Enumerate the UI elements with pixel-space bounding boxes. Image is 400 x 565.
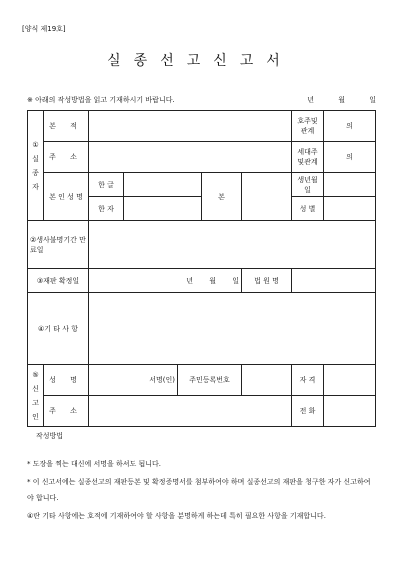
judgment-date-field[interactable]: 년 월 일 [89, 269, 242, 293]
sex-label: 성 별 [292, 197, 324, 221]
reporter-qualification-label: 자 격 [292, 365, 324, 396]
birth-date-label: 생년월일 [292, 173, 324, 197]
other-items-label: ④기 타 사 항 [28, 293, 89, 365]
reporter-rrn-field[interactable] [242, 365, 292, 396]
hanja-name-field[interactable] [124, 197, 202, 221]
domicile-label: 본 적 [44, 111, 89, 142]
reporter-qualification-field[interactable] [324, 365, 376, 396]
birth-date-field[interactable] [324, 173, 376, 197]
page-title: 실종선고신고서 [107, 53, 293, 69]
report-date-field[interactable]: 년 월 일 [307, 96, 376, 104]
reporter-group-label: ⑤신고인 [28, 365, 44, 427]
reporter-name-label: 성 명 [44, 365, 89, 396]
report-form-table [27, 110, 376, 427]
missing-period-label: ②생사불명기간 만료일 [28, 221, 89, 269]
missing-period-field[interactable] [89, 221, 376, 269]
hangul-label: 한 글 [89, 173, 124, 197]
sex-field[interactable] [324, 197, 376, 221]
family-relation-field[interactable]: 의 [324, 111, 376, 142]
missing-person-group-label: ①실종자 [28, 111, 44, 221]
reporter-phone-field[interactable] [324, 396, 376, 427]
address-field[interactable] [89, 142, 292, 173]
address-label: 주 소 [44, 142, 89, 173]
other-items-field[interactable] [89, 293, 376, 365]
note-item: * 도장을 찍는 대신에 서명을 하셔도 됩니다. [27, 460, 162, 468]
family-relation-label: 호주및 관계 [292, 111, 324, 142]
court-name-field[interactable] [292, 269, 376, 293]
reporter-rrn-label: 주민등록번호 [178, 365, 242, 396]
form-number: [양식 제19호] [22, 25, 66, 33]
domicile-field[interactable] [89, 111, 292, 142]
origin-label: 본 [202, 173, 242, 221]
household-relation-label: 세대주및관계 [292, 142, 324, 173]
name-label: 본 인 성 명 [44, 173, 89, 221]
notice-text: ※ 아래의 작성방법을 읽고 기재하시기 바랍니다. [27, 96, 175, 104]
judgment-date-label: ③재판 확정일 [28, 269, 89, 293]
hanja-label: 한 자 [89, 197, 124, 221]
reporter-phone-label: 전 화 [292, 396, 324, 427]
hangul-name-field[interactable] [124, 173, 202, 197]
reporter-address-label: 주 소 [44, 396, 89, 427]
instructions-title: 작성방법 [36, 432, 64, 440]
note-item: ④란 기타 사항에는 호적에 기재하여야 할 사항을 분명하게 하는데 특히 필요한 사항을 기재합니다. [27, 512, 326, 520]
origin-field[interactable] [242, 173, 292, 221]
court-name-label: 법 원 명 [242, 269, 292, 293]
reporter-signature-field[interactable]: 서명(인) [89, 365, 178, 396]
household-relation-field[interactable]: 의 [324, 142, 376, 173]
note-item: * 이 신고서에는 실종선고의 재판등본 및 확정증명서를 첨부하여야 하며 실종선고의 재판을 청구한 자가 신고하여야 합니다. [27, 478, 371, 502]
reporter-address-field[interactable] [89, 396, 292, 427]
